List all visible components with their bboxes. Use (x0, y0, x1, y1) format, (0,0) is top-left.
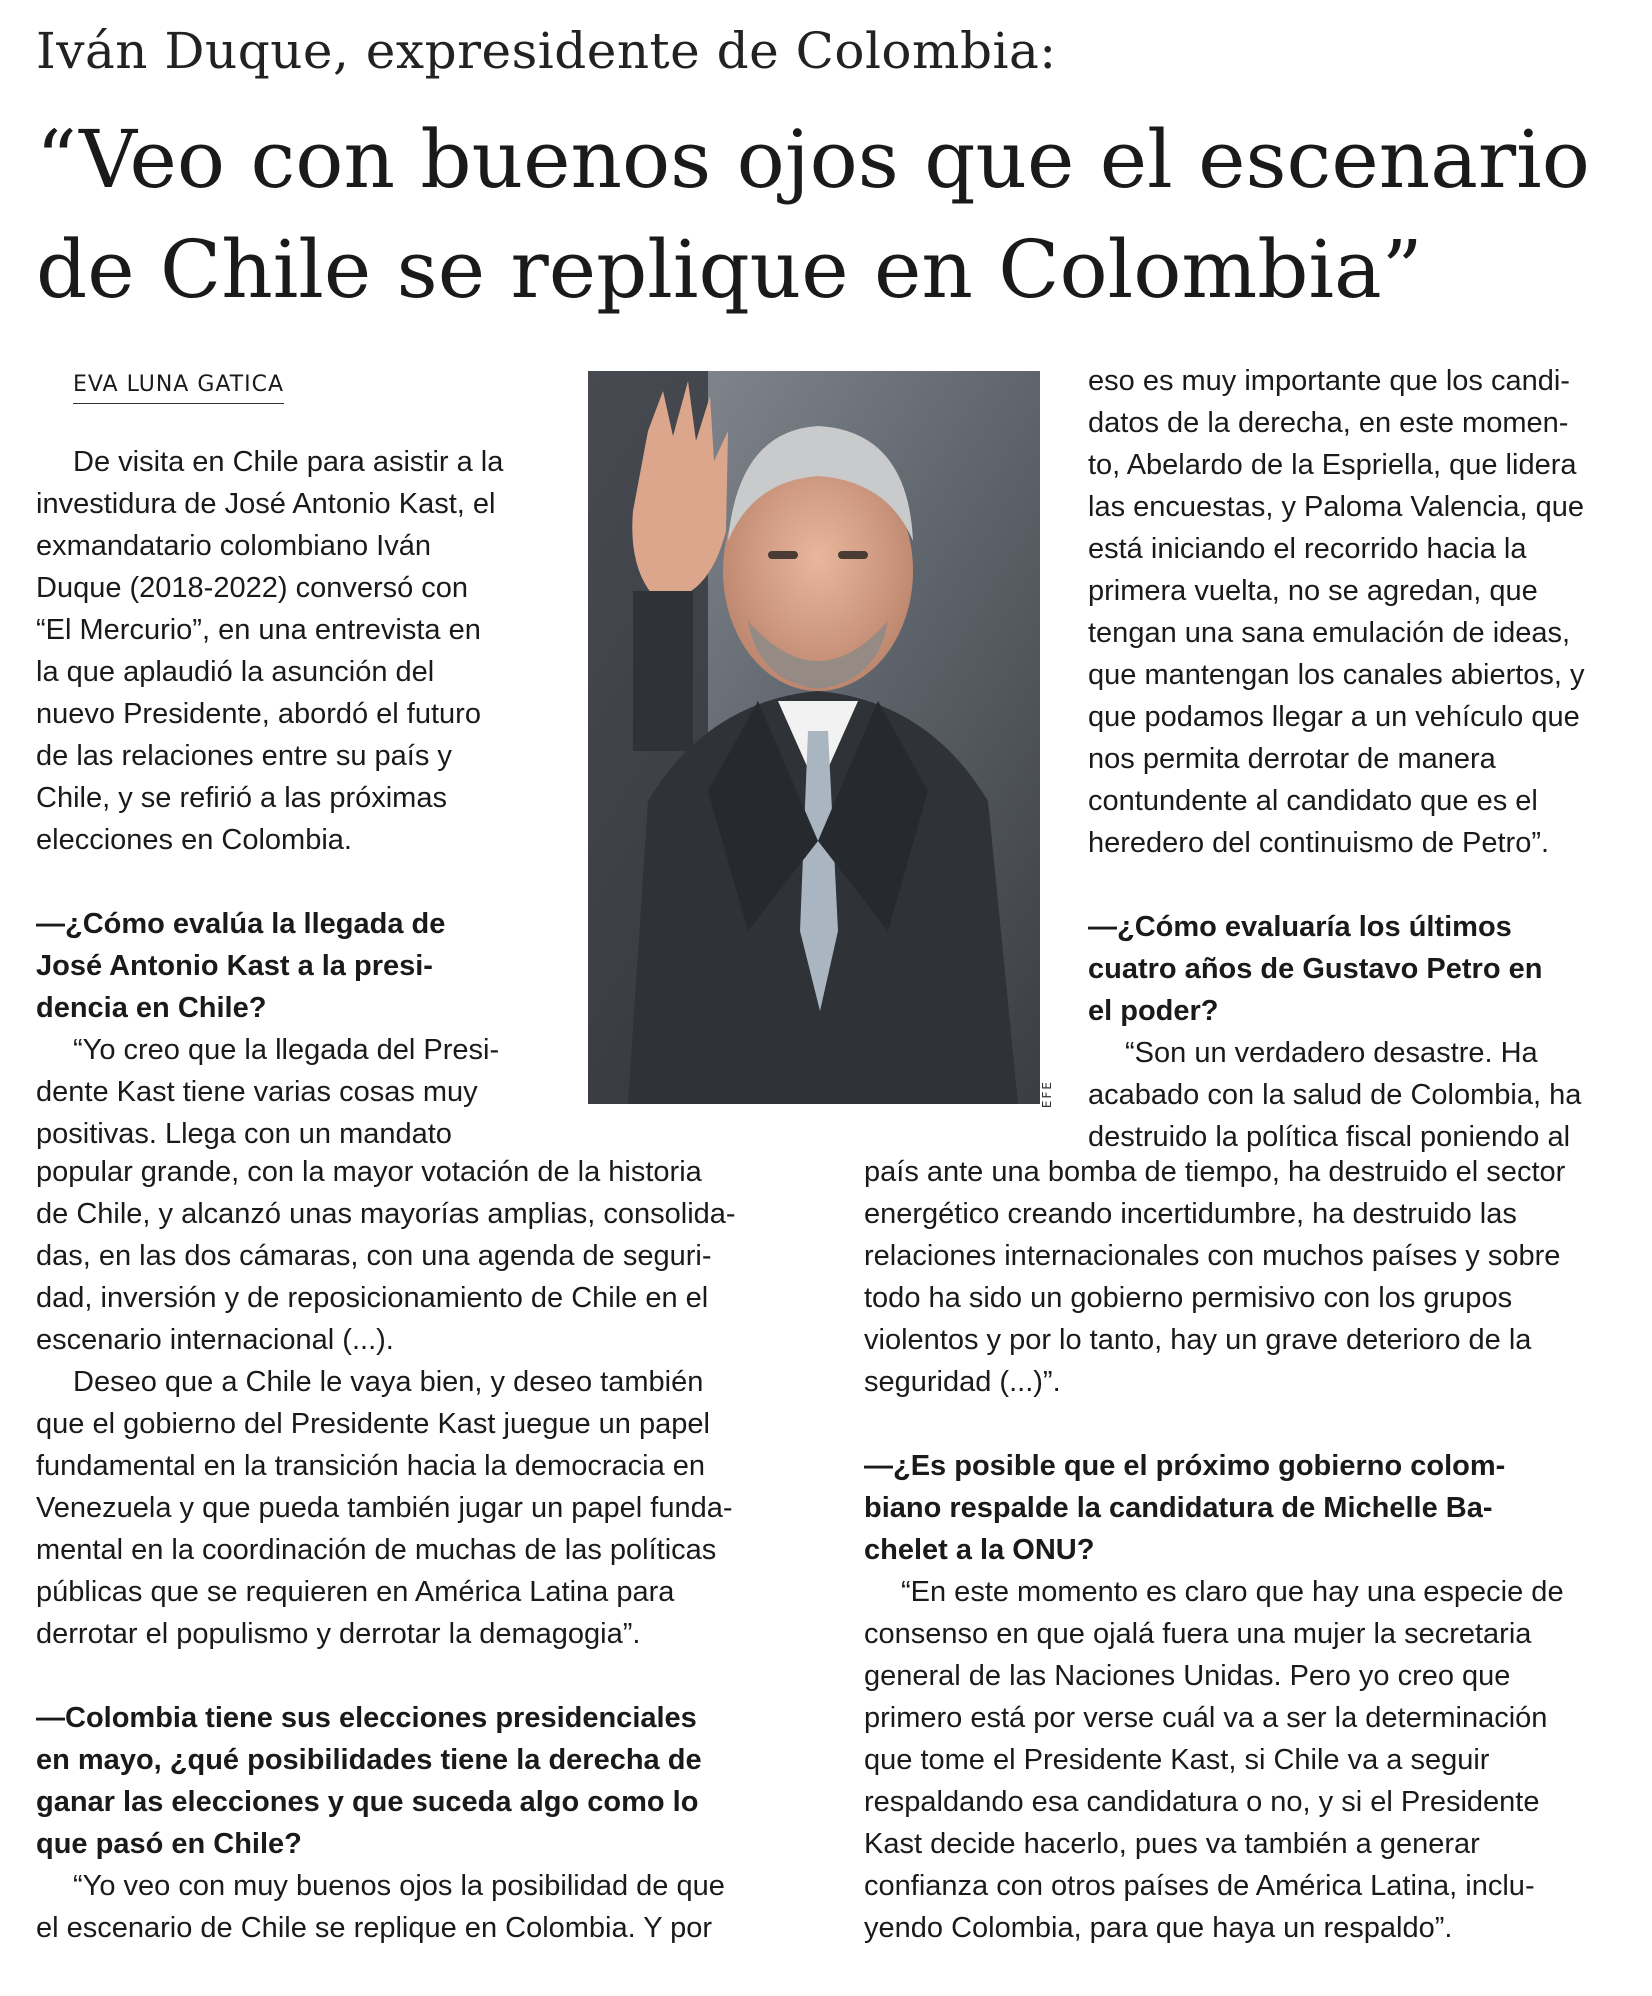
text-line: dad, inversión y de reposicionamiento de Chile en el (36, 1282, 709, 1314)
text-line: derrotar el populismo y derrotar la demagogia”. (36, 1618, 641, 1650)
text-line: todo ha sido un gobierno permisivo con los grupos (864, 1282, 1513, 1314)
text-line: acabado con la salud de Colombia, ha (1088, 1079, 1582, 1111)
text-line: primera vuelta, no se agredan, que (1088, 575, 1538, 607)
text-line: Chile, y se refirió a las próximas (36, 782, 447, 814)
text-line: relaciones internacionales con muchos países y sobre (864, 1240, 1561, 1272)
text-line: que mantengan los canales abiertos, y (1088, 659, 1585, 691)
text-line: Deseo que a Chile le vaya bien, y deseo también (73, 1366, 704, 1398)
text-line: heredero del continuismo de Petro”. (1088, 827, 1550, 859)
text-line: seguridad (...)”. (864, 1366, 1061, 1398)
byline: EVA LUNA GATICA (73, 372, 284, 404)
text-line: de Chile, y alcanzó unas mayorías amplias, consolida- (36, 1198, 736, 1230)
text-line: datos de la derecha, en este momen- (1088, 407, 1569, 439)
paragraph-gap (1088, 864, 1585, 906)
question-line: que pasó en Chile? (36, 1828, 302, 1860)
text-line: que el gobierno del Presidente Kast juegue un papel (36, 1408, 710, 1440)
text-line: fundamental en la transición hacia la democracia en (36, 1450, 706, 1482)
text-line: Kast decide hacerlo, pues va también a generar (864, 1828, 1480, 1860)
question-line: —Colombia tiene sus elecciones presidenciales (36, 1702, 697, 1734)
text-line: dente Kast tiene varias cosas muy (36, 1076, 478, 1108)
question-line: dencia en Chile? (36, 992, 267, 1024)
article-headline: “Veo con buenos ojos que el escenario de Chile se replique en Colombia” (36, 113, 1590, 316)
question-line: ganar las elecciones y que suceda algo como lo (36, 1786, 699, 1818)
text-line: to, Abelardo de la Espriella, que lidera (1088, 449, 1577, 481)
text-line: respaldando esa candidatura o no, y si el Presidente (864, 1786, 1540, 1818)
photo-ivan-duque (588, 371, 1040, 1104)
text-line: primero está por verse cuál va a ser la determinación (864, 1702, 1548, 1734)
text-line: yendo Colombia, para que haya un respaldo”. (864, 1912, 1453, 1944)
text-line: “Son un verdadero desastre. Ha (1125, 1037, 1538, 1069)
text-line: energético creando incertidumbre, ha destruido las (864, 1198, 1517, 1230)
paragraph-gap (36, 1655, 736, 1697)
text-line: “El Mercurio”, en una entrevista en (36, 614, 481, 646)
question-line: chelet a la ONU? (864, 1534, 1095, 1566)
question-line: —¿Es posible que el próximo gobierno colom- (864, 1450, 1506, 1482)
text-line: positivas. Llega con un mandato (36, 1118, 452, 1150)
text-line: que podamos llegar a un vehículo que (1088, 701, 1580, 733)
question-line: —¿Cómo evaluaría los últimos (1088, 911, 1512, 943)
text-line: das, en las dos cámaras, con una agenda de seguri- (36, 1240, 712, 1272)
text-line: “Yo creo que la llegada del Presi- (73, 1034, 500, 1066)
text-line: la que aplaudió la asunción del (36, 656, 435, 688)
paragraph-gap (36, 861, 503, 903)
text-line: Duque (2018-2022) conversó con (36, 572, 469, 604)
text-line: nuevo Presidente, abordó el futuro (36, 698, 481, 730)
paragraph-gap (864, 1403, 1565, 1445)
left-column-upper (36, 441, 503, 1155)
text-line: De visita en Chile para asistir a la (73, 446, 504, 478)
text-line: nos permita derrotar de manera (1088, 743, 1496, 775)
text-line: mental en la coordinación de muchas de las políticas (36, 1534, 717, 1566)
text-line: país ante una bomba de tiempo, ha destruido el sector (864, 1156, 1566, 1188)
right-column-upper (1088, 360, 1585, 1158)
text-line: violentos y por lo tanto, hay un grave deterioro de la (864, 1324, 1532, 1356)
text-line: tengan una sana emulación de ideas, (1088, 617, 1571, 649)
article-kicker: Iván Duque, expresidente de Colombia: (36, 22, 1057, 80)
text-line: confianza con otros países de América Latina, inclu- (864, 1870, 1535, 1902)
text-line: escenario internacional (...). (36, 1324, 394, 1356)
text-line: públicas que se requieren en América Latina para (36, 1576, 675, 1608)
question-line: —¿Cómo evalúa la llegada de (36, 908, 446, 940)
text-line: investidura de José Antonio Kast, el (36, 488, 496, 520)
text-line: popular grande, con la mayor votación de la historia (36, 1156, 702, 1188)
photo-credit: EFE (1040, 1080, 1054, 1109)
text-line: general de las Naciones Unidas. Pero yo creo que (864, 1660, 1511, 1692)
text-line: consenso en que ojalá fuera una mujer la secretaria (864, 1618, 1532, 1650)
text-line: que tome el Presidente Kast, si Chile va a seguir (864, 1744, 1490, 1776)
text-line: está iniciando el recorrido hacia la (1088, 533, 1527, 565)
text-line: exmandatario colombiano Iván (36, 530, 431, 562)
text-line: contundente al candidato que es el (1088, 785, 1538, 817)
question-line: en mayo, ¿qué posibilidades tiene la derecha de (36, 1744, 702, 1776)
text-line: el escenario de Chile se replique en Colombia. Y por (36, 1912, 713, 1944)
text-line: destruido la política fiscal poniendo al (1088, 1121, 1571, 1153)
text-line: eso es muy importante que los candi- (1088, 365, 1570, 397)
question-line: biano respalde la candidatura de Michelle Ba- (864, 1492, 1493, 1524)
text-line: las encuestas, y Paloma Valencia, que (1088, 491, 1584, 523)
text-line: de las relaciones entre su país y (36, 740, 452, 772)
question-line: el poder? (1088, 995, 1219, 1027)
text-line: Venezuela y que pueda también jugar un papel funda- (36, 1492, 733, 1524)
text-line: “En este momento es claro que hay una especie de (901, 1576, 1564, 1608)
right-column-lower (864, 1151, 1565, 1949)
text-line: “Yo veo con muy buenos ojos la posibilidad de que (73, 1870, 725, 1902)
question-line: José Antonio Kast a la presi- (36, 950, 433, 982)
left-column-lower (36, 1151, 736, 1949)
text-line: elecciones en Colombia. (36, 824, 352, 856)
question-line: cuatro años de Gustavo Petro en (1088, 953, 1543, 985)
